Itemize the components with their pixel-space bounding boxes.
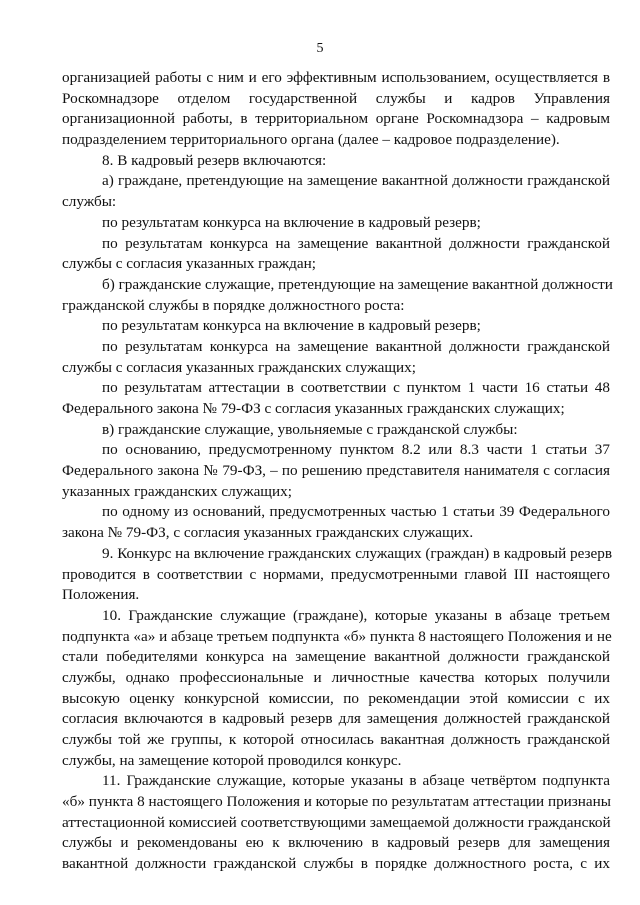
text-line: службы с согласия указанных граждан; [62, 255, 316, 273]
text-line: высокую оценку конкурсной комиссии, по рекомендации этой комиссии с их [62, 689, 610, 707]
text-line: Федерального закона № 79-ФЗ, – по решению представителя нанимателя с согласия [62, 462, 610, 480]
text-line: указанных гражданских служащих; [62, 482, 292, 500]
text-line: подразделением территориального органа (далее – кадровое подразделение). [62, 131, 560, 149]
text-line: службы и рекомендованы ею к включению в кадровый резерв для замещения [62, 834, 610, 852]
text-line: подпункта «а» и абзаце третьем подпункта «б» пункта 8 настоящего Положения и не [62, 627, 612, 645]
document-body [62, 68, 613, 875]
text-line: закона № 79-ФЗ, с согласия указанных гражданских служащих. [62, 524, 474, 542]
text-line: службы с согласия указанных гражданских служащих; [62, 358, 416, 376]
text-line: 9. Конкурс на включение гражданских служащих (граждан) в кадровый резерв [102, 544, 613, 562]
text-line: по одному из оснований, предусмотренных частью 1 статьи 39 Федерального [102, 503, 610, 521]
text-line: по результатам аттестации в соответствии с пунктом 1 части 16 статьи 48 [102, 379, 610, 397]
text-line: 11. Гражданские служащие, которые указаны в абзаце четвёртом подпункта [102, 772, 610, 790]
text-line: вакантной должности гражданской службы в порядке должностного роста, с их [62, 855, 610, 873]
text-line: Роскомнадзоре отделом государственной службы и кадров Управления [62, 89, 610, 107]
text-line: организацией работы с ним и его эффективным использованием, осуществляется в [62, 69, 610, 86]
text-line: а) граждане, претендующие на замещение вакантной должности гражданской [102, 172, 610, 190]
text-line: 8. В кадровый резерв включаются: [102, 151, 327, 169]
text-line: организационной работы, в территориальном органе Роскомнадзора – кадровым [62, 110, 610, 128]
text-line: 10. Гражданские служащие (граждане), которые указаны в абзаце третьем [102, 606, 610, 624]
text-line: по результатам конкурса на замещение вакантной должности гражданской [102, 234, 610, 252]
text-line: проводится в соответствии с нормами, предусмотренными главой III настоящего [62, 565, 610, 583]
text-line: б) гражданские служащие, претендующие на замещение вакантной должности [102, 275, 613, 293]
text-line: стали победителями конкурса на замещение вакантной должности гражданской [62, 648, 610, 666]
text-line: службы: [62, 193, 117, 211]
text-line: согласия включаются в кадровый резерв для замещения должностей гражданской [62, 710, 610, 728]
text-line: гражданской службы в порядке должностного роста: [62, 296, 405, 314]
text-line: по результатам конкурса на включение в кадровый резерв; [102, 317, 481, 335]
text-line: в) гражданские служащие, увольняемые с гражданской службы: [102, 420, 518, 438]
text-line: службы той же группы, к которой относилась вакантная должность гражданской [62, 731, 610, 748]
text-line: по результатам конкурса на включение в кадровый резерв; [102, 213, 481, 231]
text-line: «б» пункта 8 настоящего Положения и которые по результатам аттестации признаны [62, 793, 612, 811]
text-line: службы, однако профессиональные и личностные качества которых получили [62, 668, 610, 686]
text-line: по основанию, предусмотренному пунктом 8.2 или 8.3 части 1 статьи 37 [102, 441, 610, 459]
text-line: аттестационной комиссией соответствующими замещаемой должности гражданской [62, 813, 611, 831]
text-line: службы, на замещение которой проводился конкурс. [62, 751, 402, 769]
text-line: Федерального закона № 79-ФЗ с согласия указанных гражданских служащих; [62, 400, 565, 417]
page-number: 5 [316, 41, 324, 56]
text-line: Положения. [62, 586, 140, 604]
text-line: по результатам конкурса на замещение вакантной должности гражданской [102, 337, 610, 355]
